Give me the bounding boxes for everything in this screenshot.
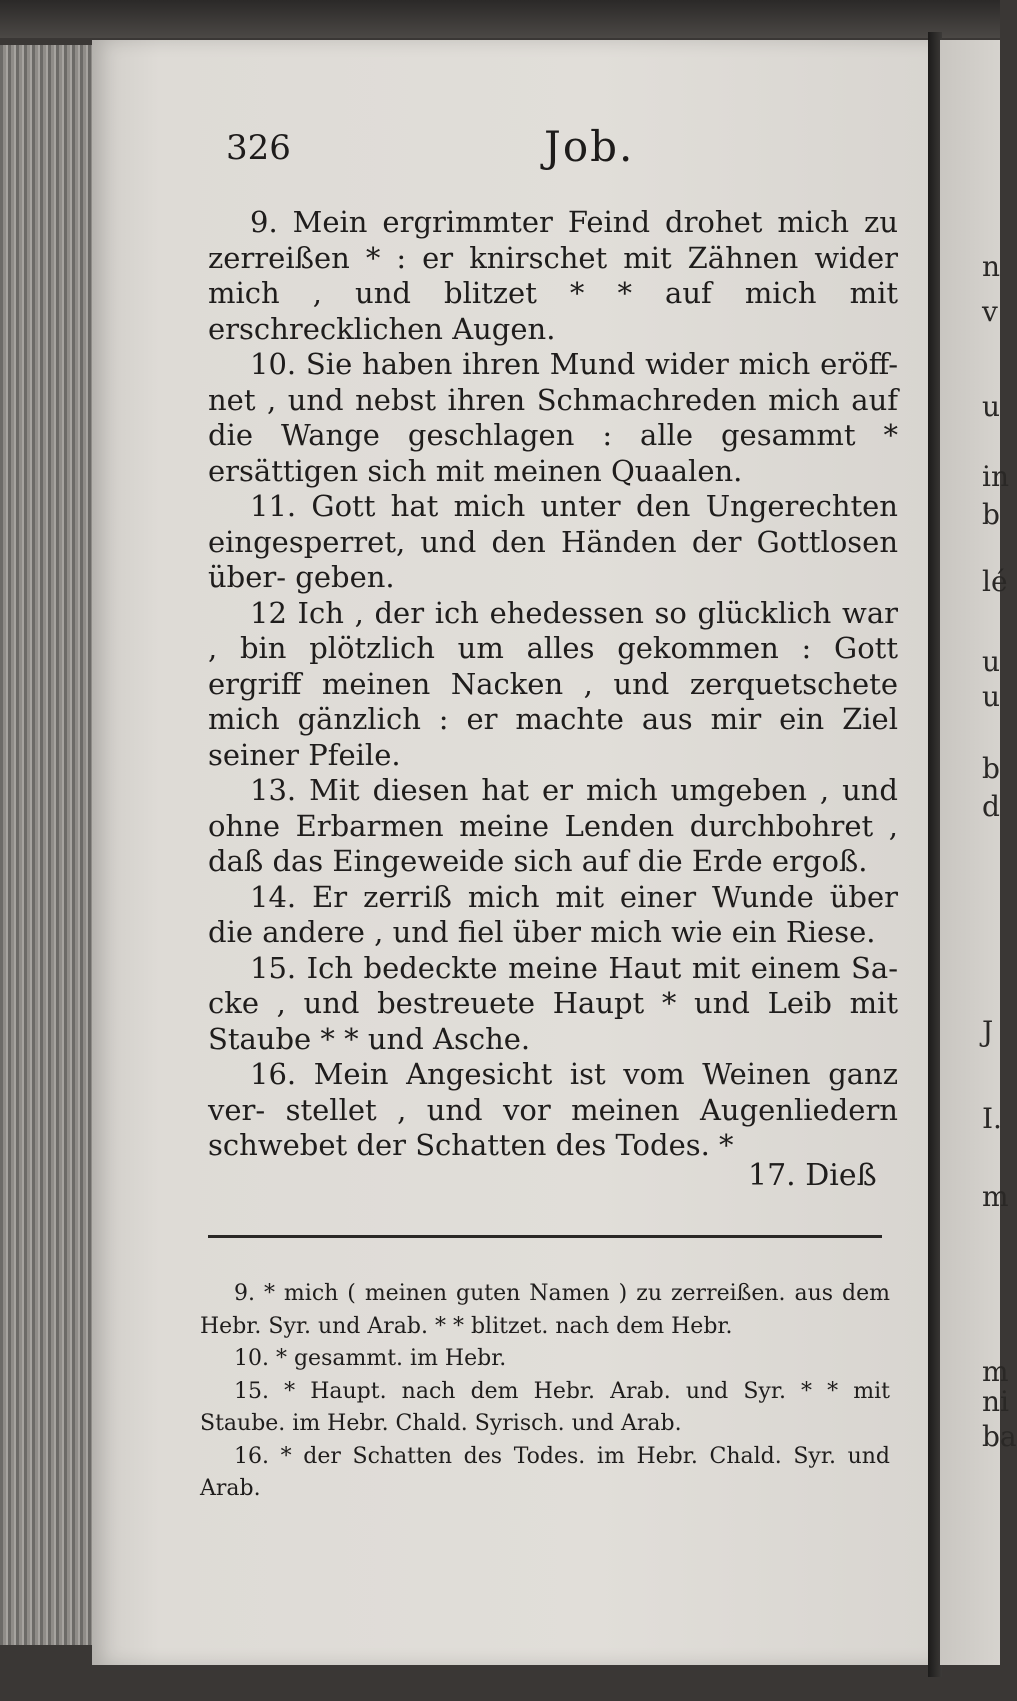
catchword: 17. Dieß — [748, 1158, 877, 1193]
verse-9: 9. Mein ergrimmter Feind drohet mich zu zerreißen * : er knirschet mit Zähnen wider mich , und blitzet * * auf mich mit erschrecklichen Augen. — [208, 205, 898, 346]
footnotes — [200, 1278, 890, 1506]
verse-16: 16. Mein Angesicht ist vom Weinen ganz ver- stellet , und vor meinen Augenliedern schwebet der Schatten des Todes. * — [208, 1057, 898, 1162]
facing-page-fragment: ba — [982, 1420, 1017, 1453]
verse-13: 13. Mit diesen hat er mich umgeben , und ohne Erbarmen meine Lenden durchbohret , daß das Eingeweide sich auf die Erde ergoß. — [208, 773, 898, 878]
facing-page-fragment: in — [982, 460, 1009, 493]
facing-page-fragment: n — [982, 250, 1001, 283]
footnote-16: 16. * der Schatten des Todes. im Hebr. Chald. Syr. und Arab. — [200, 1443, 890, 1501]
facing-page-fragment: v — [982, 295, 998, 328]
book-page-edges — [0, 45, 100, 1645]
facing-page-edge — [940, 40, 1017, 1665]
facing-page-fragment: b — [982, 498, 1000, 531]
footnote-10: 10. * gesammt. im Hebr. — [234, 1346, 507, 1371]
verse-12: 12 Ich , der ich ehedessen so glücklich war , bin plötzlich um alles gekommen : Gott ergriff meinen Nacken , und zerquetschete mich gänzlich : er machte aus mir ein Ziel seiner Pfeile. — [208, 595, 898, 772]
verse-14: 14. Er zerriß mich mit einer Wunde über die andere , und fiel über mich wie ein Riese. — [208, 879, 898, 949]
facing-page-fragment: m — [982, 1180, 1009, 1213]
facing-page-fragment: J — [982, 1015, 994, 1048]
facing-page-fragment: I. — [982, 1102, 1002, 1135]
footnote-9: 9. * mich ( meinen guten Namen ) zu zerreißen. aus dem Hebr. Syr. und Arab. * * blitzet. nach dem Hebr. — [200, 1281, 890, 1339]
footnote-15: 15. * Haupt. nach dem Hebr. Arab. und Syr. * * mit Staube. im Hebr. Chald. Syrisch. und Arab. — [200, 1378, 890, 1436]
scan-top-shadow — [0, 0, 1000, 38]
main-text — [208, 205, 898, 1164]
facing-page-fragment: lé — [982, 565, 1008, 598]
facing-page-fragment: ni — [982, 1385, 1009, 1418]
page-header — [128, 122, 908, 178]
facing-page-fragment: u — [982, 390, 1001, 423]
running-title: Job. — [544, 122, 635, 171]
facing-page-fragment: d — [982, 790, 1000, 823]
verse-15: 15. Ich bedeckte meine Haut mit einem Sa- cke , und bestreuete Haupt * und Leib mit Staube * * und Asche. — [208, 950, 898, 1056]
page-number: 326 — [226, 128, 291, 168]
footnote-divider — [208, 1235, 882, 1238]
facing-page-fragment: u — [982, 680, 1001, 713]
facing-page-fragment: u — [982, 645, 1001, 678]
verse-11: 11. Gott hat mich unter den Ungerechten eingesperret, und den Händen der Gottlosen über- geben. — [208, 489, 898, 594]
facing-page-fragment: m — [982, 1355, 1009, 1388]
facing-page-fragment: b — [982, 752, 1000, 785]
verse-10: 10. Sie haben ihren Mund wider mich eröff- net , und nebst ihren Schmachreden mich auf die Wange geschlagen : alle gesammt * ersättigen sich mit meinen Quaalen. — [208, 347, 898, 488]
